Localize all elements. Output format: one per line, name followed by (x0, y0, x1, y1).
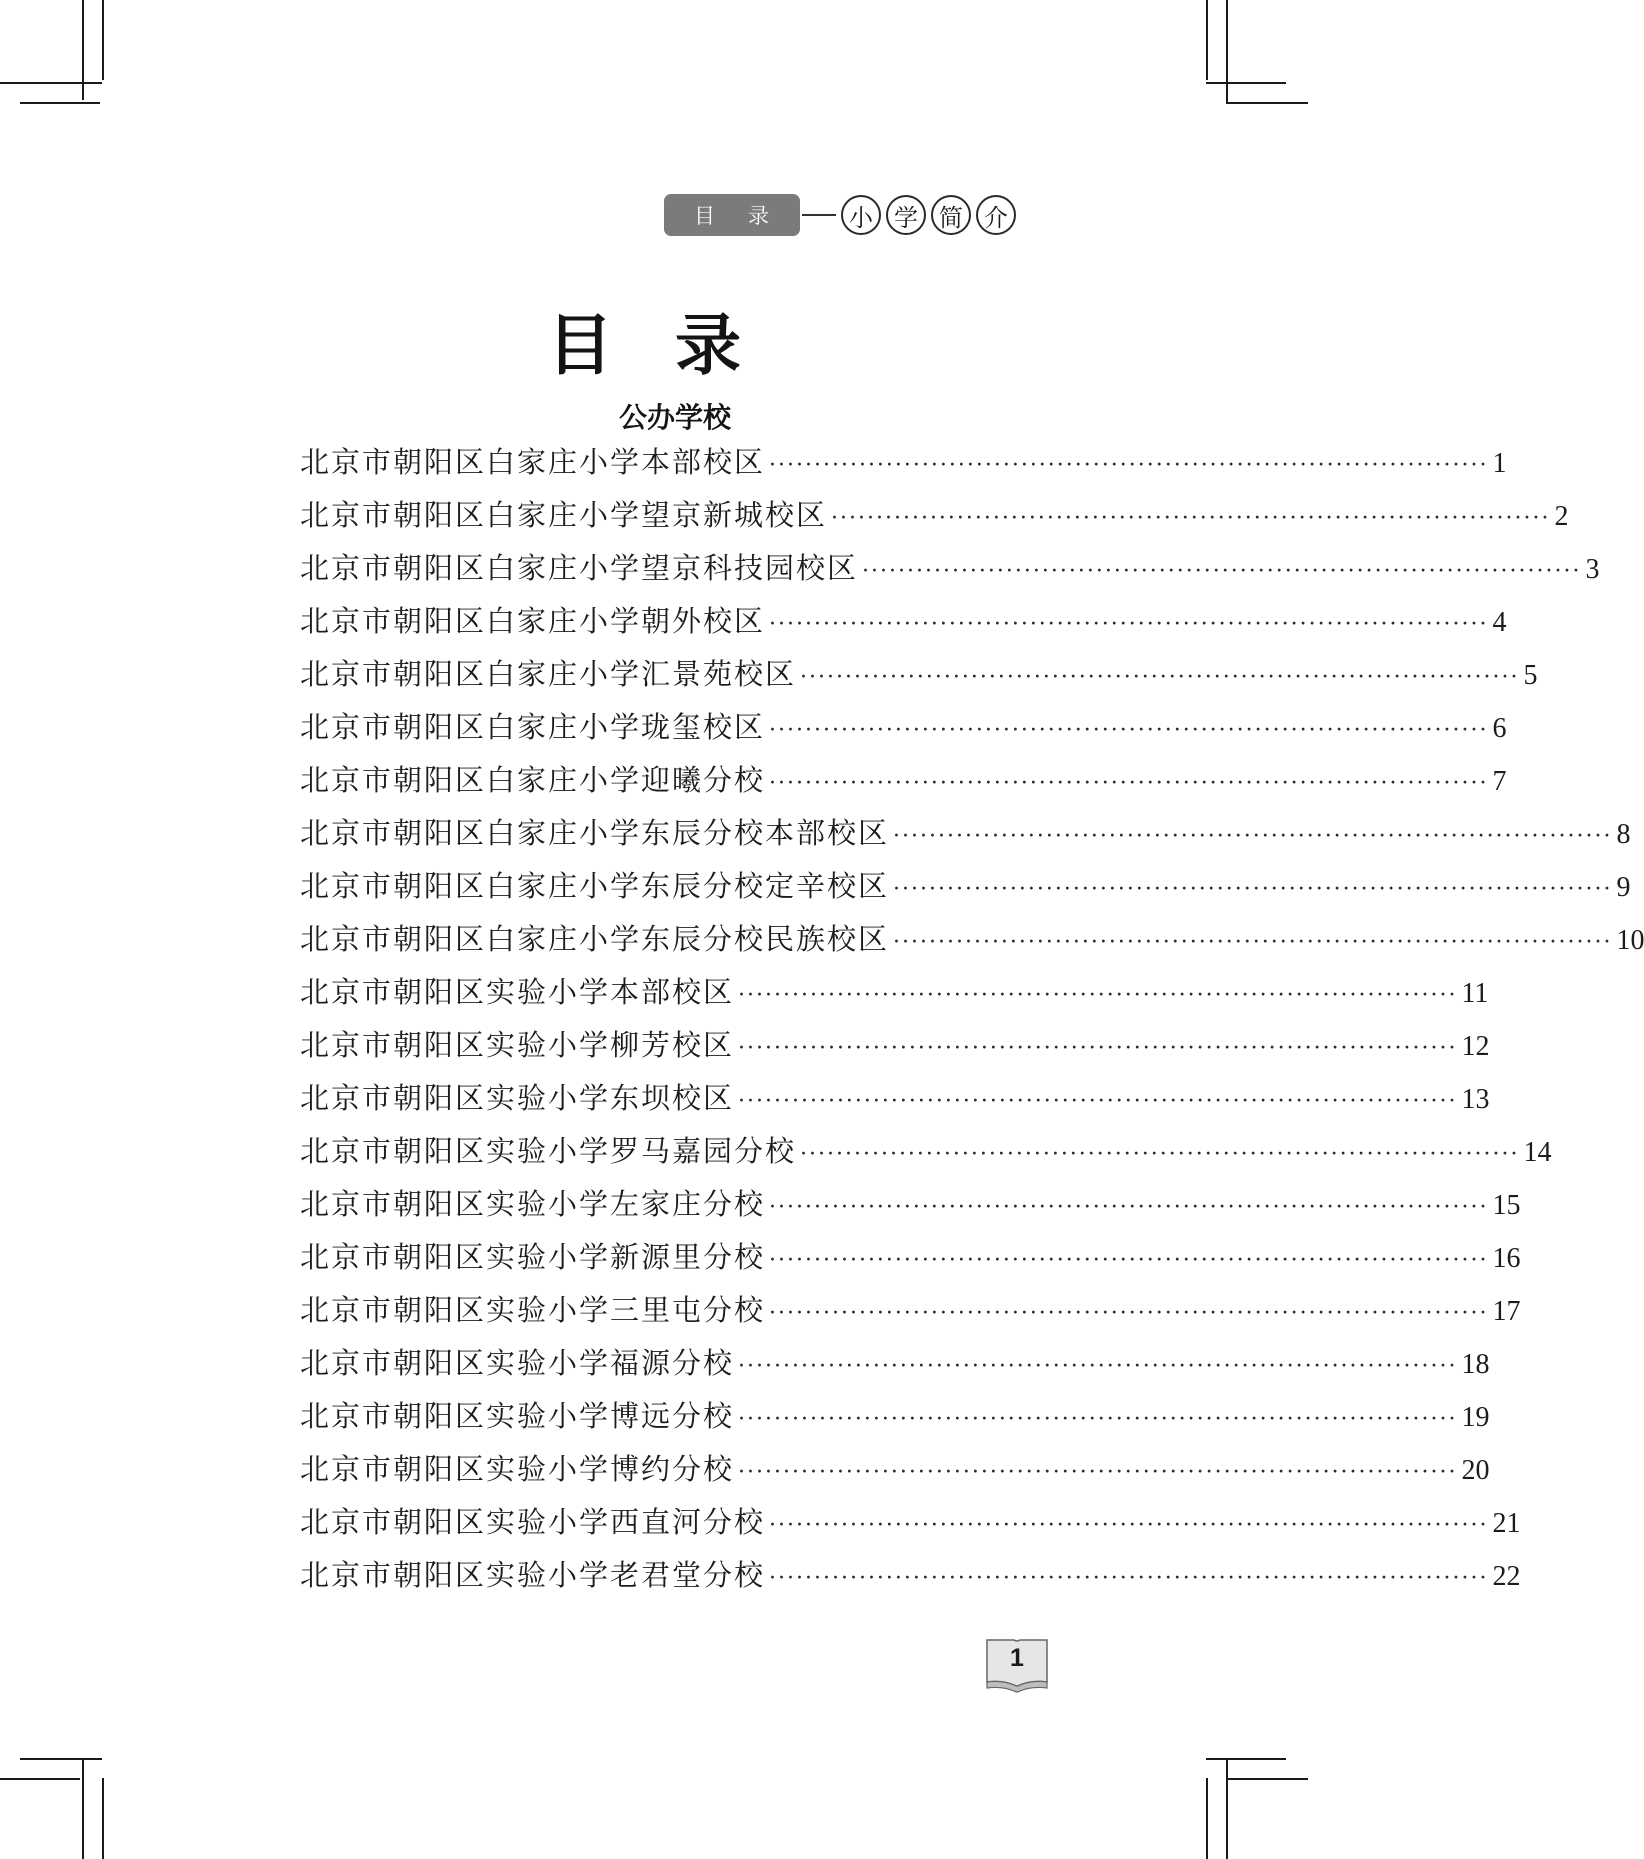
toc-entry-page: 20 (1461, 1455, 1490, 1486)
toc-entry-title: 北京市朝阳区实验小学新源里分校 (300, 1240, 766, 1274)
header-book-title (836, 195, 1016, 235)
toc-entry[interactable] (300, 1072, 1490, 1125)
toc-entry-title: 北京市朝阳区白家庄小学东辰分校定辛校区 (300, 869, 890, 903)
toc-entry[interactable] (300, 1390, 1490, 1443)
toc-leader-dots: ················································································ (831, 506, 1551, 531)
toc-entry-page: 15 (1492, 1190, 1521, 1221)
toc-entry-title: 北京市朝阳区白家庄小学东辰分校本部校区 (300, 816, 890, 850)
toc-entry-page: 16 (1492, 1243, 1521, 1274)
toc-entry-page: 7 (1492, 766, 1507, 797)
toc-entry[interactable] (300, 489, 1569, 542)
toc-leader-dots: ················································································ (893, 930, 1613, 955)
toc-entry[interactable] (300, 436, 1507, 489)
toc-entry-page: 11 (1461, 978, 1489, 1009)
toc-entry[interactable] (300, 913, 1644, 966)
toc-entry-page: 1 (1492, 448, 1507, 479)
toc-entry-page: 2 (1554, 501, 1569, 532)
toc-entry[interactable] (300, 1443, 1490, 1496)
toc-entry-title: 北京市朝阳区白家庄小学珑玺校区 (300, 710, 766, 744)
toc-entry-title: 北京市朝阳区实验小学博约分校 (300, 1452, 735, 1486)
toc-entry[interactable] (300, 966, 1489, 1019)
toc-entry[interactable] (300, 1284, 1521, 1337)
toc-entry-page: 19 (1461, 1402, 1490, 1433)
toc-entry[interactable] (300, 807, 1631, 860)
toc-entry-title: 北京市朝阳区实验小学福源分校 (300, 1346, 735, 1380)
header-circle-char: 学 (886, 195, 926, 235)
page-title: 目录 (547, 307, 803, 384)
toc-entry-page: 8 (1616, 819, 1631, 850)
toc-entry-page: 10 (1616, 925, 1644, 956)
header-circle-char: 小 (841, 195, 881, 235)
toc-entry[interactable] (300, 1337, 1490, 1390)
toc-entry-title: 北京市朝阳区白家庄小学迎曦分校 (300, 763, 766, 797)
toc-entry[interactable] (300, 1549, 1521, 1602)
toc-leader-dots: ················································································ (769, 612, 1489, 637)
toc-entry[interactable] (300, 595, 1507, 648)
page-number: 1 (1010, 1644, 1024, 1672)
toc-leader-dots: ················································································ (738, 983, 1458, 1008)
toc-entry-title: 北京市朝阳区白家庄小学东辰分校民族校区 (300, 922, 890, 956)
running-header (664, 194, 1016, 236)
toc-entry-page: 17 (1492, 1296, 1521, 1327)
toc-entry-page: 14 (1523, 1137, 1552, 1168)
toc-entry-title: 北京市朝阳区实验小学西直河分校 (300, 1505, 766, 1539)
toc-entry-title: 北京市朝阳区实验小学三里屯分校 (300, 1293, 766, 1327)
header-section-tab (664, 194, 800, 236)
toc-leader-dots: ················································································ (769, 1195, 1489, 1220)
section-title: 公办学校 (618, 401, 731, 434)
toc-entry[interactable] (300, 542, 1600, 595)
toc-entry-title: 北京市朝阳区实验小学左家庄分校 (300, 1187, 766, 1221)
toc-entry-page: 5 (1523, 660, 1538, 691)
toc-entry[interactable] (300, 701, 1507, 754)
toc-leader-dots: ················································································ (800, 1142, 1520, 1167)
toc-leader-dots: ················································································ (769, 1513, 1489, 1538)
toc-entry-page: 9 (1616, 872, 1631, 903)
toc-entry[interactable] (300, 1231, 1521, 1284)
toc-leader-dots: ················································································ (893, 877, 1613, 902)
toc-leader-dots: ················································································ (769, 1566, 1489, 1591)
toc-entry-page: 12 (1461, 1031, 1490, 1062)
toc-leader-dots: ················································································ (738, 1407, 1458, 1432)
toc-entry[interactable] (300, 754, 1507, 807)
toc-leader-dots: ················································································ (738, 1036, 1458, 1061)
toc-entry-page: 22 (1492, 1561, 1521, 1592)
toc-entry[interactable] (300, 1496, 1521, 1549)
toc-entry-title: 北京市朝阳区白家庄小学汇景苑校区 (300, 657, 797, 691)
toc-entry[interactable] (300, 860, 1631, 913)
header-tab-text-1: 目 (694, 204, 716, 228)
header-connector-line (802, 214, 836, 216)
toc-entry-page: 21 (1492, 1508, 1521, 1539)
toc-leader-dots: ················································································ (738, 1460, 1458, 1485)
toc-leader-dots: ················································································ (738, 1089, 1458, 1114)
toc-entry-title: 北京市朝阳区实验小学老君堂分校 (300, 1558, 766, 1592)
toc-leader-dots: ················································································ (769, 718, 1489, 743)
table-of-contents (300, 436, 1644, 1602)
toc-leader-dots: ················································································ (769, 1248, 1489, 1273)
toc-entry-page: 4 (1492, 607, 1507, 638)
toc-entry[interactable] (300, 1019, 1490, 1072)
toc-entry-page: 6 (1492, 713, 1507, 744)
toc-entry[interactable] (300, 1178, 1521, 1231)
toc-entry-title: 北京市朝阳区白家庄小学朝外校区 (300, 604, 766, 638)
toc-entry-title: 北京市朝阳区实验小学罗马嘉园分校 (300, 1134, 797, 1168)
header-circle-char: 简 (931, 195, 971, 235)
toc-entry[interactable] (300, 1125, 1552, 1178)
toc-entry-page: 13 (1461, 1084, 1490, 1115)
toc-entry-title: 北京市朝阳区实验小学博远分校 (300, 1399, 735, 1433)
toc-leader-dots: ················································································ (862, 559, 1582, 584)
header-circle-char: 介 (976, 195, 1016, 235)
page-number-badge (984, 1636, 1050, 1694)
toc-entry-title: 北京市朝阳区白家庄小学望京新城校区 (300, 498, 828, 532)
toc-entry-title: 北京市朝阳区实验小学柳芳校区 (300, 1028, 735, 1062)
toc-leader-dots: ················································································ (769, 453, 1489, 478)
header-tab-text-2: 录 (748, 204, 770, 228)
toc-leader-dots: ················································································ (893, 824, 1613, 849)
toc-entry-title: 北京市朝阳区白家庄小学望京科技园校区 (300, 551, 859, 585)
toc-entry-title: 北京市朝阳区实验小学东坝校区 (300, 1081, 735, 1115)
toc-entry-page: 3 (1585, 554, 1600, 585)
toc-leader-dots: ················································································ (769, 1301, 1489, 1326)
toc-leader-dots: ················································································ (738, 1354, 1458, 1379)
toc-entry[interactable] (300, 648, 1538, 701)
toc-entry-page: 18 (1461, 1349, 1490, 1380)
toc-leader-dots: ················································································ (800, 665, 1520, 690)
toc-entry-title: 北京市朝阳区白家庄小学本部校区 (300, 445, 766, 479)
toc-leader-dots: ················································································ (769, 771, 1489, 796)
toc-entry-title: 北京市朝阳区实验小学本部校区 (300, 975, 735, 1009)
